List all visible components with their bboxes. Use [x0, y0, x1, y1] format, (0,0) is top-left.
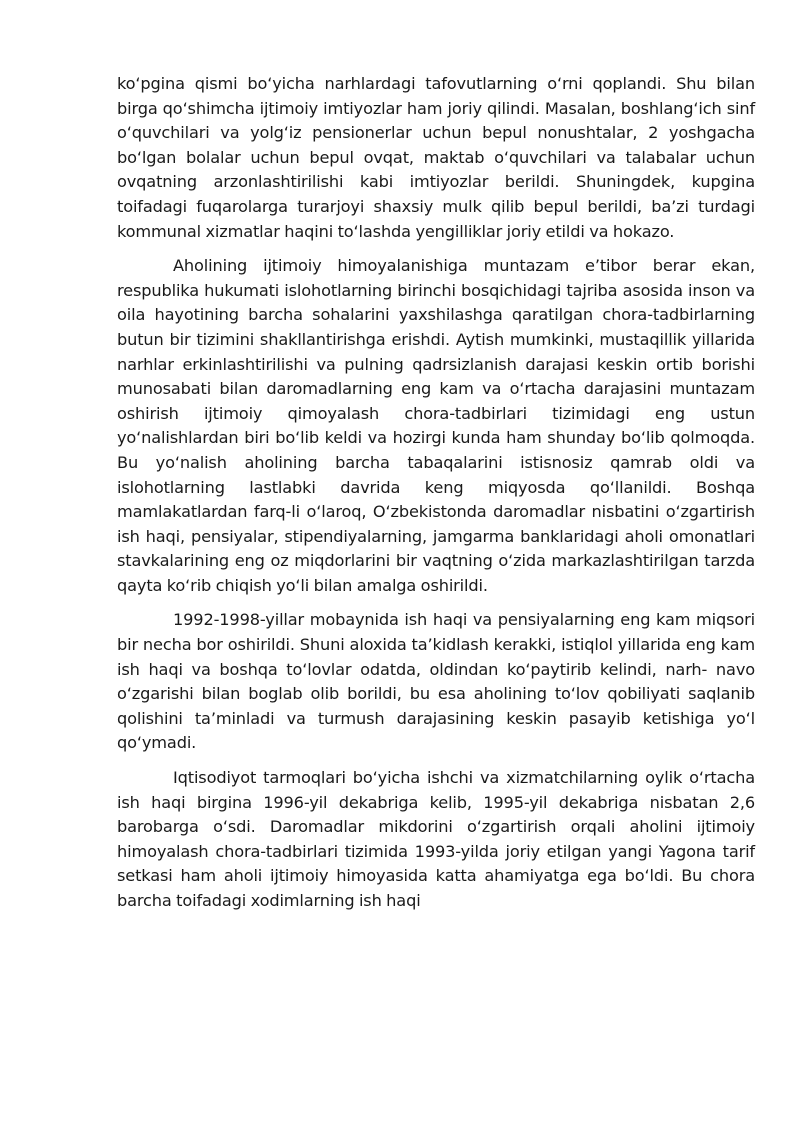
paragraph-3: 1992-1998-yillar mobaynida ish haqi va pensiyalarning eng kam miqsori bir necha bor oshirildi. Shuni aloxida ta’kidlash kerakki, istiqlol yillarida eng kam ish haqi va boshqa to‘lovlar odatda, oldindan ko‘paytirib kelindi, narh- navo o‘zgarishi bilan boglab olib borildi, bu esa aholining to‘lov qobiliyati saqlanib qolishini ta’minladi va turmush darajasining keskin pasayib ketishiga yo‘l qo‘ymadi. [117, 610, 755, 753]
paragraph-2: Aholining ijtimoiy himoyalanishiga muntazam e’tibor berar ekan, respublika hukumati islohotlarning birinchi bosqichidagi tajriba asosida inson va oila hayotining barcha sohalarini yaxshilashga qaratilgan chora-tadbirlarning butun bir tizimini shakllantirishga erishdi. Aytish mumkinki, mustaqillik yillarida narhlar erkinlashtirilishi va pulning qadrsizlanish darajasi keskin ortib borishi munosabati bilan daromadlarning eng kam va o‘rtacha darajasini muntazam oshirish ijtimoiy qimoyalash chora-tadbirlari tizimidagi eng ustun yo‘nalishlardan biri bo‘lib keldi va hozirgi kunda ham shunday bo‘lib qolmoqda. Bu yo‘nalish aholining barcha tabaqalarini istisnosiz qamrab oldi va islohotlarning lastlabki davrida keng miqyosda qo‘llanildi. Boshqa mamlakatlardan farq-li o‘laroq, O‘zbekistonda daromadlar nisbatini o‘zgartirish ish haqi, pensiyalar, stipendiyalarning, jamgarma banklaridagi aholi omonatlari stavkalarining eng oz miqdorlarini bir vaqtning o‘zida markazlashtirilgan tarzda qayta ko‘rib chiqish yo‘li bilan amalga oshirildi. [117, 256, 755, 595]
document-page [117, 72, 755, 914]
paragraph-1: ko‘pgina qismi bo‘yicha narhlardagi tafovutlarning o‘rni qoplandi. Shu bilan birga qo‘shimcha ijtimoiy imtiyozlar ham joriy qilindi. Masalan, boshlang‘ich sinf o‘quvchilari va yolg‘iz pensionerlar uchun bepul nonushtalar, 2 yoshgacha bo‘lgan bolalar uchun bepul ovqat, maktab o‘quvchilari va talabalar uchun ovqatning arzonlashtirilishi kabi imtiyozlar berildi. Shuningdek, kupgina toifadagi fuqarolarga turarjoyi shaxsiy mulk qilib bepul berildi, ba’zi turdagi kommunal xizmatlar haqini to‘lashda yengilliklar joriy etildi va hokazo. [117, 74, 755, 241]
paragraph-4: Iqtisodiyot tarmoqlari bo‘yicha ishchi va xizmatchilarning oylik o‘rtacha ish haqi birgina 1996-yil dekabriga kelib, 1995-yil dekabriga nisbatan 2,6 barobarga o‘sdi. Daromadlar mikdorini o‘zgartirish orqali aholini ijtimoiy himoyalash chora-tadbirlari tizimida 1993-yilda joriy etilgan yangi Yagona tarif setkasi ham aholi ijtimoiy himoyasida katta ahamiyatga ega bo‘ldi. Bu chora barcha toifadagi xodimlarning ish haqi [117, 768, 755, 910]
